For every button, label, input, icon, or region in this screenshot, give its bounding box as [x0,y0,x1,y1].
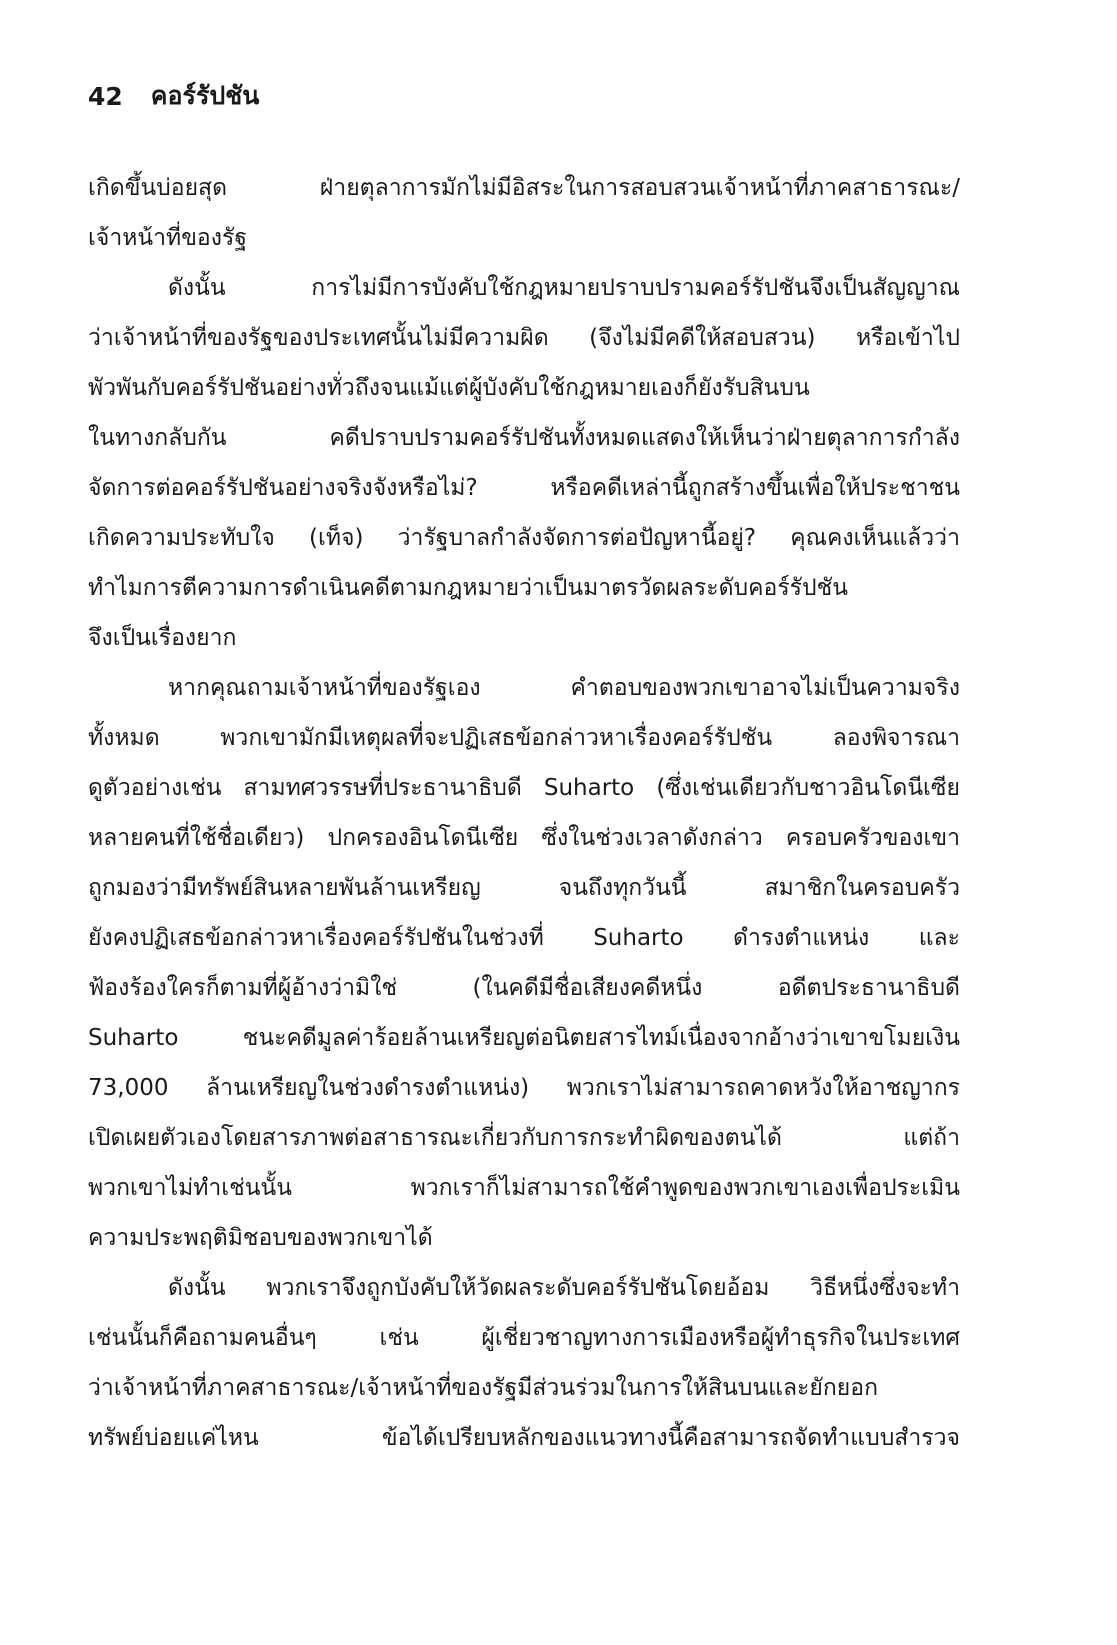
text-line: หลายคนที่ใช้ชื่อเดียว) ปกครองอินโดนีเซีย ซึ่งในช่วงเวลาดังกล่าว ครอบครัวของเขา [88,825,960,851]
text-line: ฟ้องร้องใครก็ตามที่ผู้อ้างว่ามิใช่ (ในคดีมีชื่อเสียงคดีหนึ่ง อดีตประธานาธิบดี [88,975,960,1001]
body-text [88,163,960,1463]
text-line: เกิดความประทับใจ (เท็จ) ว่ารัฐบาลกำลังจัดการต่อปัญหานี้อยู่? คุณคงเห็นแล้วว่า [88,525,960,551]
text-line: ทั้งหมด พวกเขามักมีเหตุผลที่จะปฏิเสธข้อกล่าวหาเรื่องคอร์รัปชัน ลองพิจารณา [88,725,960,751]
text-line: จึงเป็นเรื่องยาก [88,625,237,651]
text-line: เช่นนั้นก็คือถามคนอื่นๆ เช่น ผู้เชี่ยวชาญทางการเมืองหรือผู้ทำธุรกิจในประเทศ [88,1325,960,1351]
paragraph-first-line: หากคุณถามเจ้าหน้าที่ของรัฐเอง คำตอบของพวกเขาอาจไม่เป็นความจริง [168,675,960,701]
text-line: เปิดเผยตัวเองโดยสารภาพต่อสาธารณะเกี่ยวกับการกระทำผิดของตนได้ แต่ถ้า [88,1125,960,1151]
text-line: ว่าเจ้าหน้าที่ภาคสาธารณะ/เจ้าหน้าที่ของรัฐมีส่วนร่วมในการให้สินบนและยักยอก [88,1375,879,1401]
text-line: ยังคงปฏิเสธข้อกล่าวหาเรื่องคอร์รัปชันในช่วงที่ Suharto ดำรงตำแหน่ง และ [88,925,960,951]
paragraph-first-line: ดังนั้น การไม่มีการบังคับใช้กฎหมายปราบปรามคอร์รัปชันจึงเป็นสัญญาณ [168,275,960,301]
page-number: 42 [88,81,123,111]
text-line: เจ้าหน้าที่ของรัฐ [88,225,248,251]
text-line: จัดการต่อคอร์รัปชันอย่างจริงจังหรือไม่? หรือคดีเหล่านี้ถูกสร้างขึ้นเพื่อให้ประชาชน [88,475,960,501]
text-line: ทรัพย์บ่อยแค่ไหน ข้อได้เปรียบหลักของแนวทางนี้คือสามารถจัดทำแบบสำรวจ [88,1425,960,1451]
text-line: พวกเขาไม่ทำเช่นนั้น พวกเราก็ไม่สามารถใช้คำพูดของพวกเขาเองเพื่อประเมิน [88,1175,960,1201]
text-line: ดูตัวอย่างเช่น สามทศวรรษที่ประธานาธิบดี Suharto (ซึ่งเช่นเดียวกับชาวอินโดนีเซีย [88,775,960,801]
text-line: ว่าเจ้าหน้าที่ของรัฐของประเทศนั้นไม่มีความผิด (จึงไม่มีคดีให้สอบสวน) หรือเข้าไป [88,325,960,351]
text-line: 73,000 ล้านเหรียญในช่วงดำรงตำแหน่ง) พวกเราไม่สามารถคาดหวังให้อาชญากร [88,1075,960,1101]
text-line: ทำไมการตีความการดำเนินคดีตามกฎหมายว่าเป็นมาตรวัดผลระดับคอร์รัปชัน [88,575,848,601]
text-line: พัวพันกับคอร์รัปชันอย่างทั่วถึงจนแม้แต่ผู้บังคับใช้กฎหมายเองก็ยังรับสินบน [88,375,810,401]
text-line: ในทางกลับกัน คดีปราบปรามคอร์รัปชันทั้งหมดแสดงให้เห็นว่าฝ่ายตุลาการกำลัง [88,425,960,451]
text-line: Suharto ชนะคดีมูลค่าร้อยล้านเหรียญต่อนิตยสารไทม์เนื่องจากอ้างว่าเขาขโมยเงิน [88,1025,960,1051]
text-line: ความประพฤติมิชอบของพวกเขาได้ [88,1225,433,1251]
running-title: คอร์รัปชัน [150,81,260,110]
paragraph-first-line: ดังนั้น พวกเราจึงถูกบังคับให้วัดผลระดับคอร์รัปชันโดยอ้อม วิธีหนึ่งซึ่งจะทำ [168,1275,960,1301]
running-head [88,76,259,116]
text-line: ถูกมองว่ามีทรัพย์สินหลายพันล้านเหรียญ จนถึงทุกวันนี้ สมาชิกในครอบครัว [88,875,960,901]
text-line: เกิดขึ้นบ่อยสุด ฝ่ายตุลาการมักไม่มีอิสระในการสอบสวนเจ้าหน้าที่ภาคสาธารณะ/ [88,175,960,201]
